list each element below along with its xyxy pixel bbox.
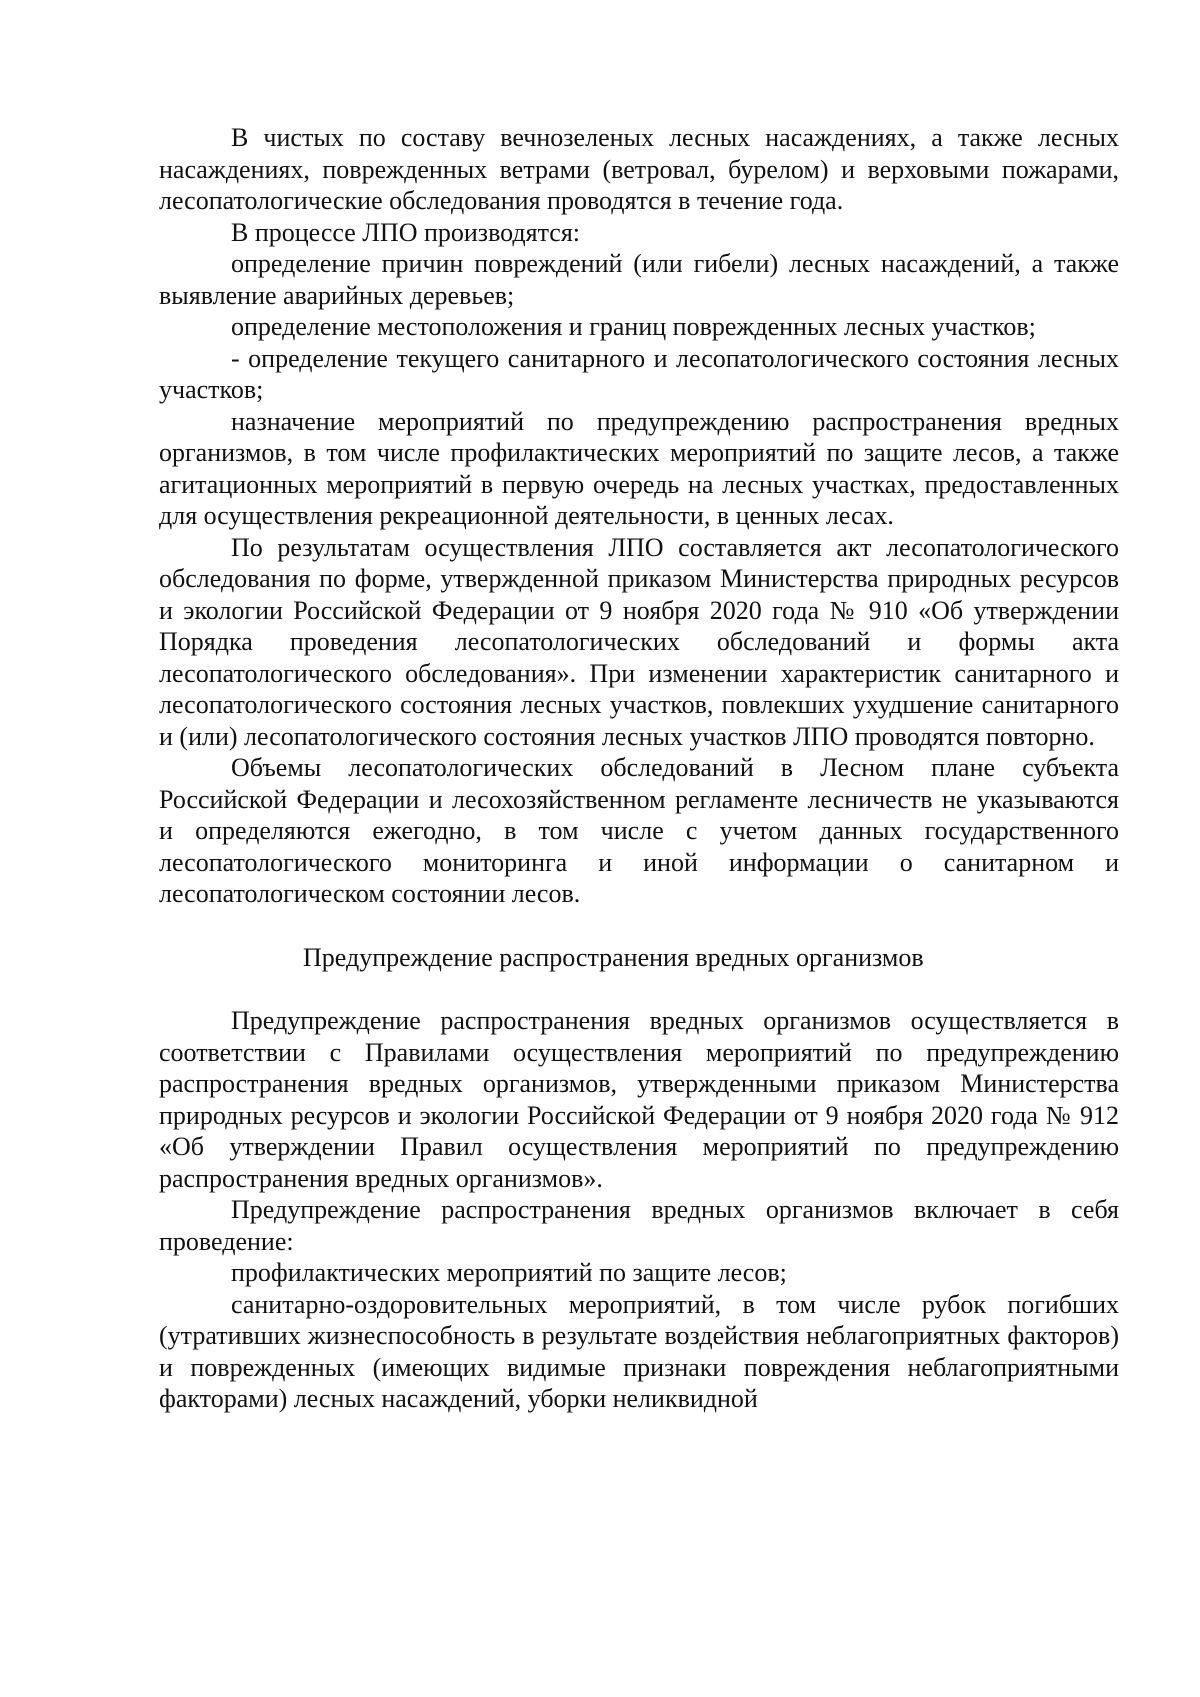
section-heading: Предупреждение распространения вредных организмов — [303, 942, 924, 972]
list-item-current-state: - определение текущего санитарного и лесопатологического состояния лесных участков; — [159, 343, 1119, 404]
paragraph-prevention-rules: Предупреждение распространения вредных организмов осуществляется в соответствии с Правилами осуществления мероприятий по предупреждению распространения вредных организмов, утвержденными приказом Министерства природных ресурсов и экологии Российской Федерации от 9 ноября 2020 года № 912 «Об утверждении Правил осуществления мероприятий по предупреждению распространения вредных организмов». — [159, 1006, 1119, 1193]
paragraph-evergreen-surveys: В чистых по составу вечнозеленых лесных насаждениях, а также лесных насаждениях, поврежденных ветрами (ветровал, бурелом) и верховыми пожарами, лесопатологические обследования проводятся в течение года. — [159, 123, 1119, 215]
document-body — [159, 122, 1119, 1415]
list-item-damage-causes: определение причин повреждений (или гибели) лесных насаждений, а также выявление аварийных деревьев; — [159, 249, 1119, 310]
list-item-sanitary-measures: санитарно-оздоровительных мероприятий, в том числе рубок погибших (утративших жизнеспособность в результате воздействия неблагоприятных факторов) и поврежденных (имеющих видимые признаки повреждения неблагоприятными факторами) лесных насаждений, уборки неликвидной — [159, 1289, 1119, 1413]
paragraph-survey-act: По результатам осуществления ЛПО составляется акт лесопатологического обследования по форме, утвержденной приказом Министерства природных ресурсов и экологии Российской Федерации от 9 ноября 2020 года № 910 «Об утверждении Порядка проведения лесопатологических обследований и формы акта лесопатологического обследования». При изменении характеристик санитарного и лесопатологического состояния лесных участков, повлекших ухудшение санитарного и (или) лесопатологического состояния лесных участков ЛПО проводятся повторно. — [159, 532, 1119, 751]
paragraph-survey-volumes: Объемы лесопатологических обследований в Лесном плане субъекта Российской Федерации и лесохозяйственном регламенте лесничеств не указываются и определяются ежегодно, в том числе с учетом данных государственного лесопатологического мониторинга и иной информации о санитарном и лесопатологическом состоянии лесов. — [159, 753, 1119, 908]
paragraph-prevention-includes: Предупреждение распространения вредных организмов включает в себя проведение: — [159, 1195, 1119, 1256]
paragraph-lpo-intro: В процессе ЛПО производятся: — [231, 217, 581, 247]
list-item-location-borders: определение местоположения и границ поврежденных лесных участков; — [231, 312, 1036, 341]
list-item-prevention-measures: назначение мероприятий по предупреждению распространения вредных организмов, в том числе профилактических мероприятий по защите лесов, а также агитационных мероприятий в первую очередь на лесных участках, предоставленных для осуществления рекреационной деятельности, в ценных лесах. — [159, 406, 1119, 530]
list-item-preventive-measures: профилактических мероприятий по защите лесов; — [231, 1258, 787, 1287]
